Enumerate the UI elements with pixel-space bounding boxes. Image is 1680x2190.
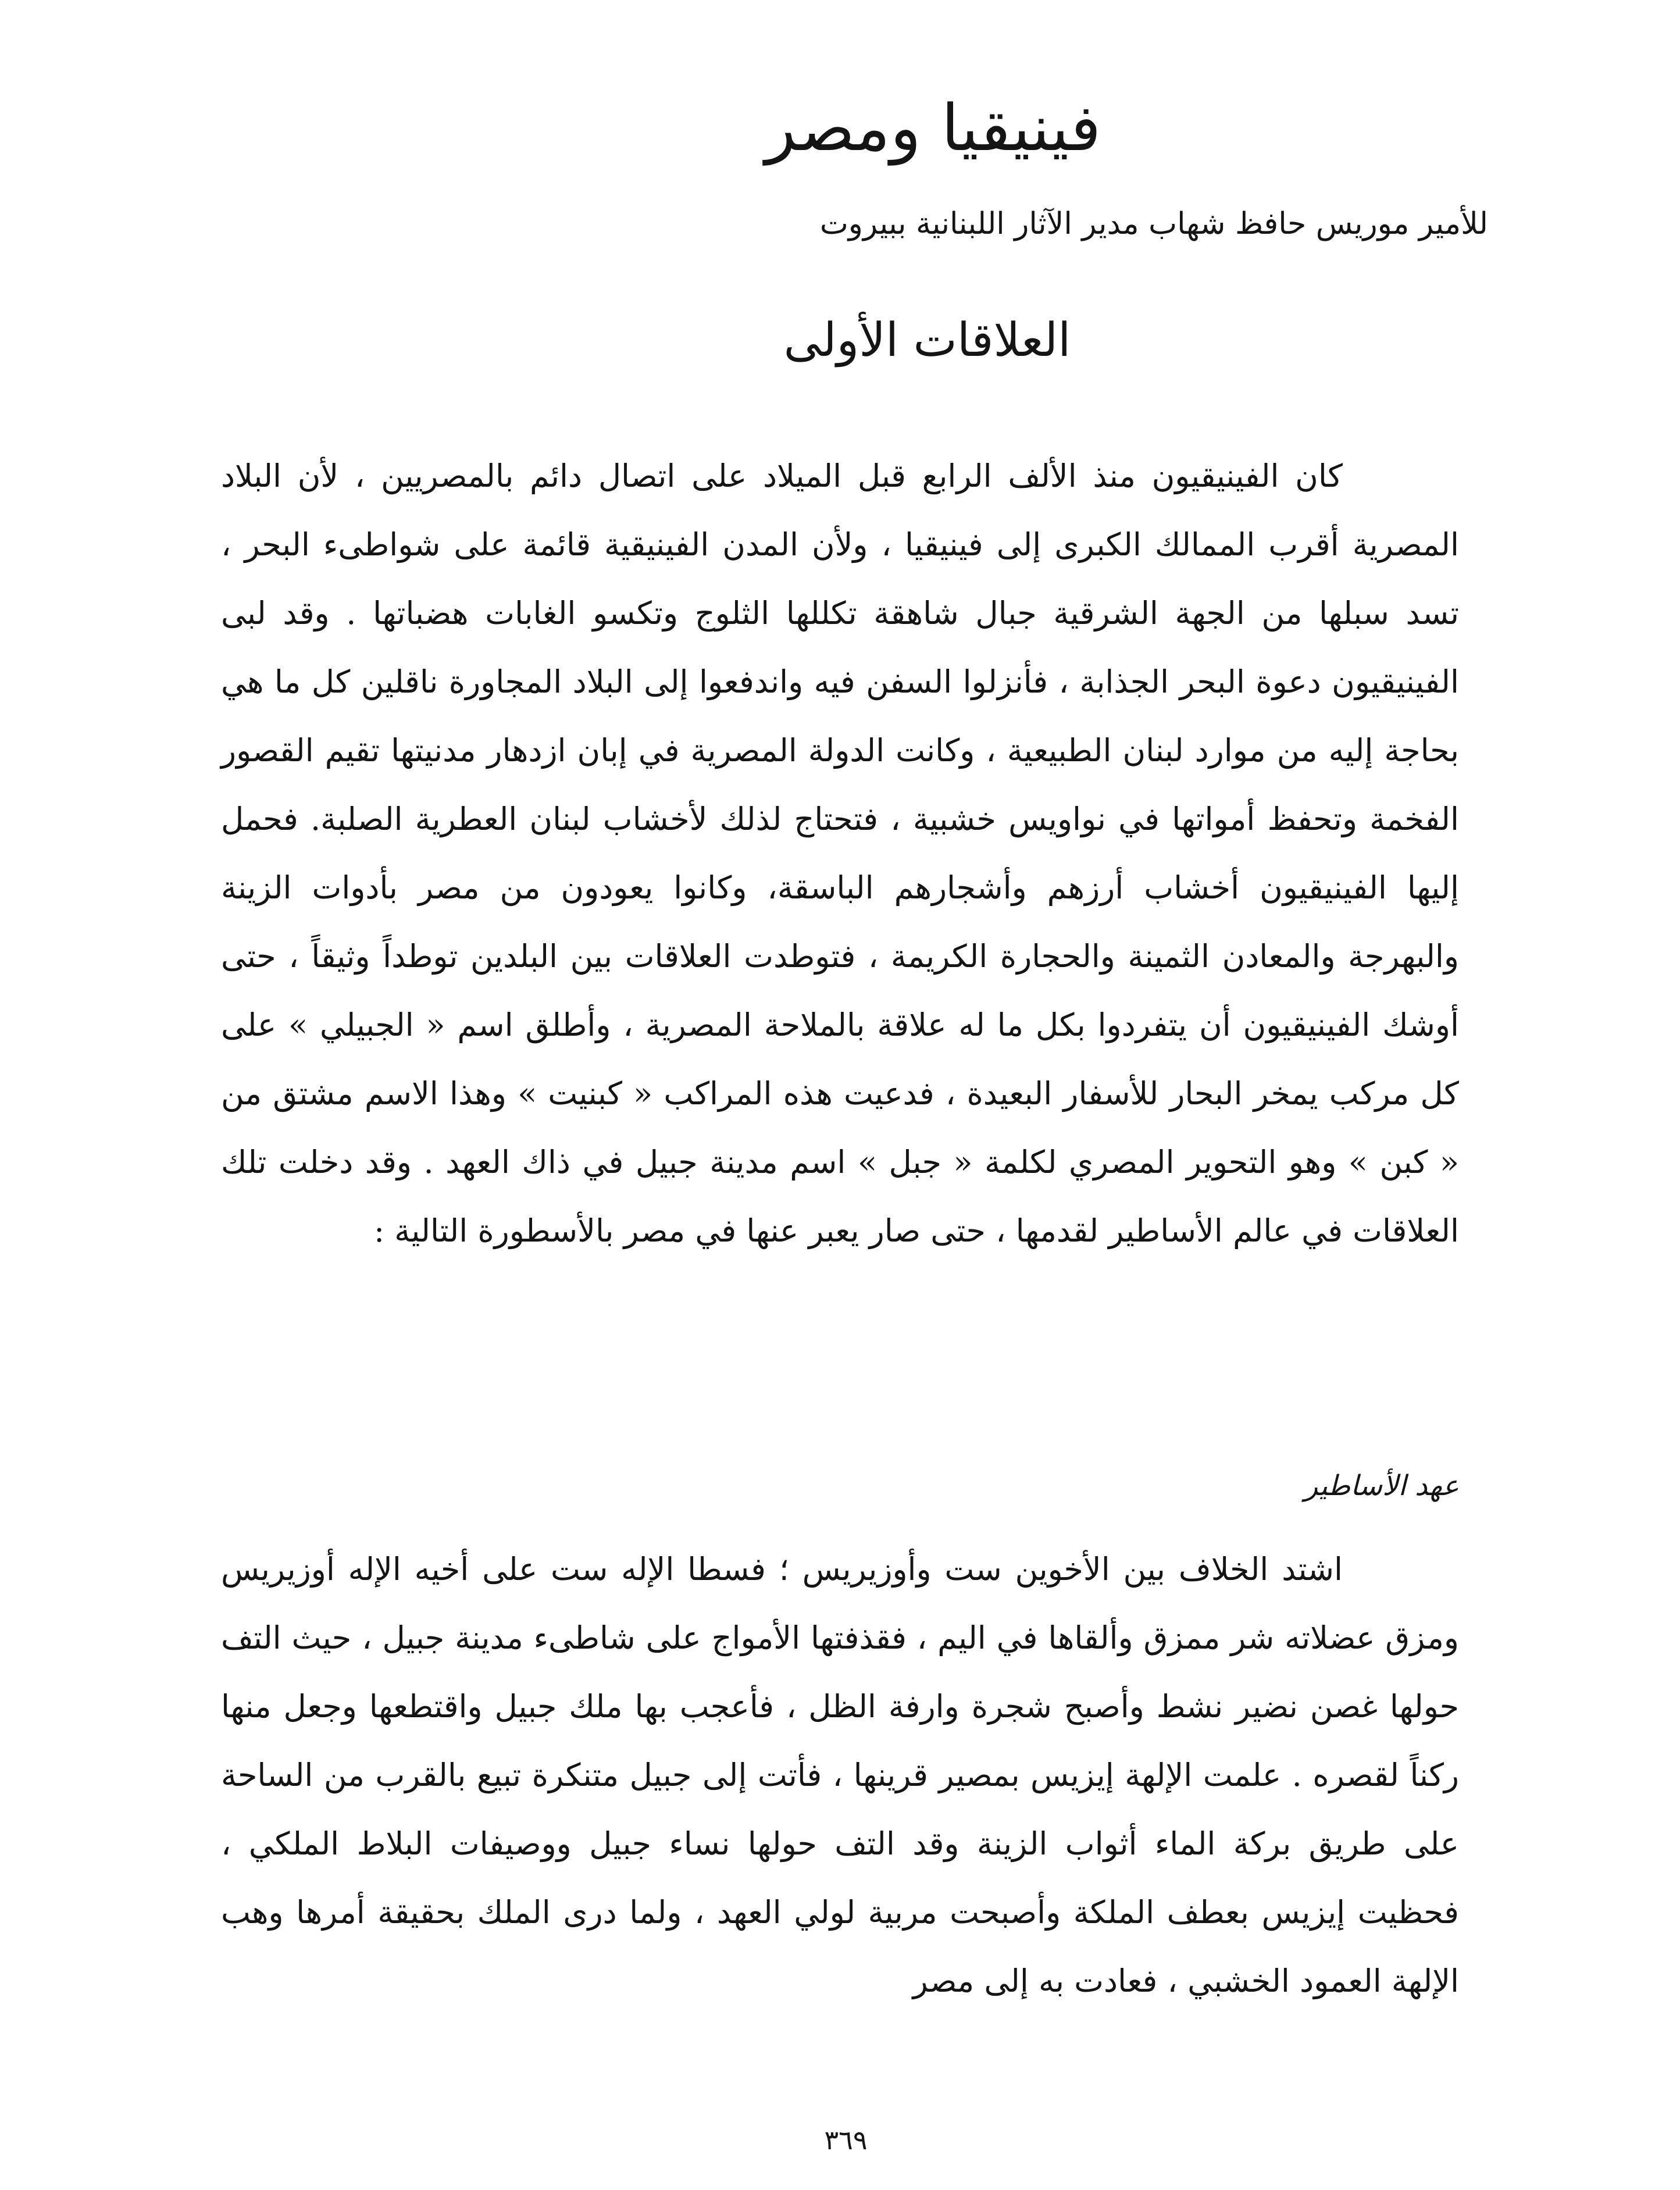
article-title: فينيقيا ومصر xyxy=(765,91,1101,165)
author-byline: للأمير موريس حافظ شهاب مدير الآثار اللبنانية ببيروت xyxy=(819,206,1488,241)
paragraph-legend: اشتد الخلاف بين الأخوين ست وأوزيريس ؛ فسطا الإله ست على أخيه الإله أوزيريس ومزق عضلاته شر ممزق وألقاها في اليم ، فقذفتها الأمواج على شاطىء مدينة جبيل ، حيث التف حولها غصن نضير نشط وأصبح شجرة وارفة الظل ، فأعجب بها ملك جبيل واقتطعها وجعل منها ركناً لقصره . علمت الإلهة إيزيس بمصير قرينها ، فأتت إلى جبيل متنكرة تبيع بالقرب من الساحة على طريق بركة الماء أثواب الزينة وقد التف حولها نساء جبيل ووصيفات البلاط الملكي ، فحظيت إيزيس بعطف الملكة وأصبحت مربية لولي العهد ، ولما درى الملك بحقيقة أمرها وهب الإلهة العمود الخشبي ، فعادت به إلى مصر xyxy=(221,1551,1459,1999)
page-number: ٣٦٩ xyxy=(824,2124,868,2156)
section-heading: العلاقات الأولى xyxy=(783,313,1071,367)
paragraph-early-relations: كان الفينيقيون منذ الألف الرابع قبل الميلاد على اتصال دائم بالمصريين ، لأن البلاد المصرية أقرب الممالك الكبرى إلى فينيقيا ، ولأن المدن الفينيقية قائمة على شواطىء البحر ، تسد سبلها من الجهة الشرقية جبال شاهقة تكللها الثلوج وتكسو الغابات هضباتها . وقد لبى الفينيقيون دعوة البحر الجذابة ، فأنزلوا السفن فيه واندفعوا إلى البلاد المجاورة ناقلين كل ما هي بحاجة إليه من موارد لبنان الطبيعية ، وكانت الدولة المصرية في إبان ازدهار مدنيتها تقيم القصور الفخمة وتحفظ أمواتها في نواويس خشبية ، فتحتاج لذلك لأخشاب لبنان العطرية الصلبة. فحمل إليها الفينيقيون أخشاب أرزهم وأشجارهم الباسقة، وكانوا يعودون من مصر بأدوات الزينة والبهرجة والمعادن الثمينة والحجارة الكريمة ، فتوطدت العلاقات بين البلدين توطداً وثيقاً ، حتى أوشك الفينيقيون أن يتفردوا بكل ما له علاقة بالملاحة المصرية ، وأطلق اسم « الجبيلي » على كل مركب يمخر البحار للأسفار البعيدة ، فدعيت هذه المراكب « كبنيت » وهذا الاسم مشتق من « كبن » وهو التحوير المصري لكلمة « جبل » اسم مدينة جبيل في ذاك العهد . وقد دخلت تلك العلاقات في عالم الأساطير لقدمها ، حتى صار يعبر عنها في مصر بالأسطورة التالية : xyxy=(221,458,1459,1249)
handwritten-margin-note: عهد الأساطير xyxy=(1304,1469,1459,1502)
